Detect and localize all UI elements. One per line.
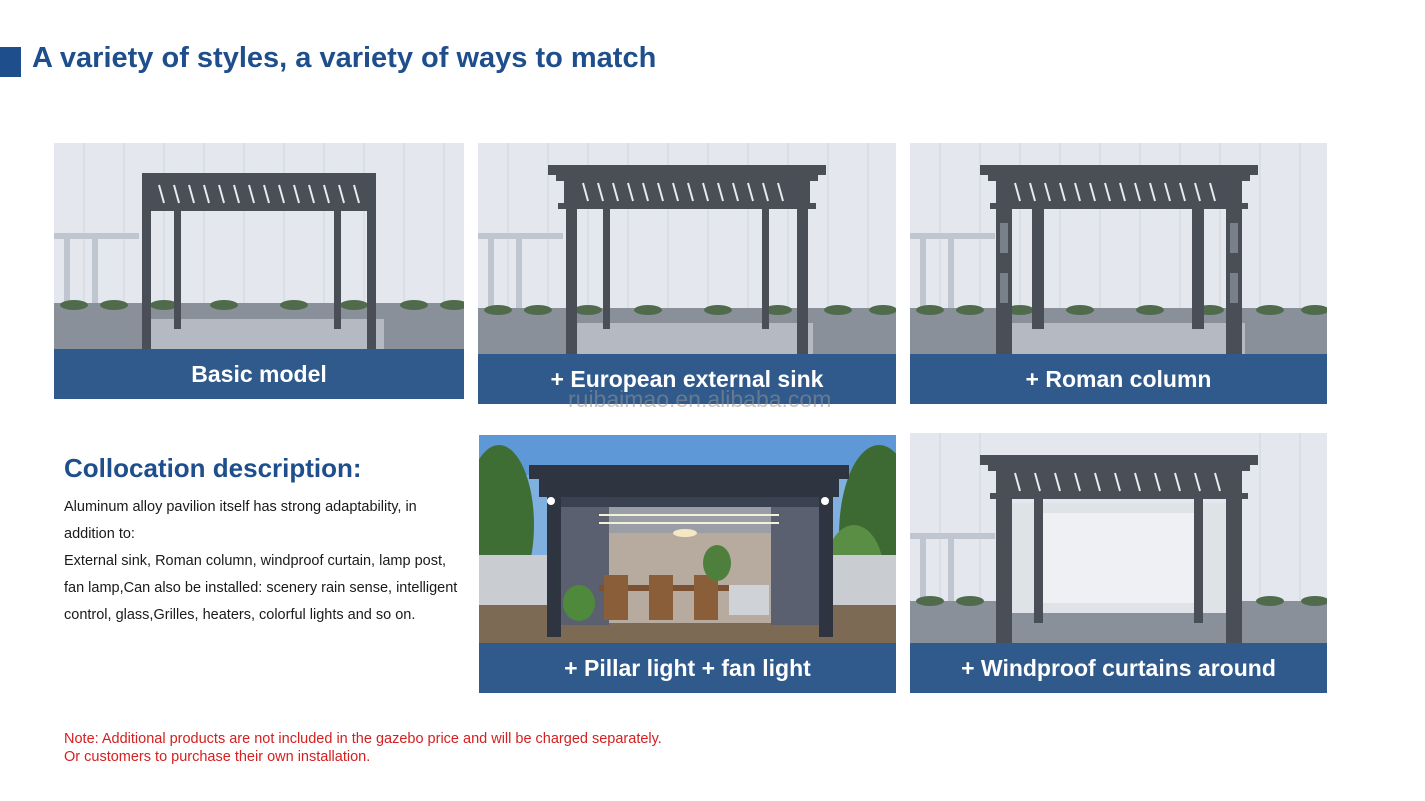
pergola-basic-image — [54, 143, 464, 349]
caption-pillar-fan-light: + Pillar light + fan light — [479, 643, 896, 693]
note-line-2: Or customers to purchase their own installation. — [64, 749, 371, 765]
price-note — [64, 730, 662, 766]
collocation-description — [64, 494, 469, 629]
style-card-roman-column — [910, 143, 1327, 404]
style-card-windproof-curtains — [910, 433, 1327, 693]
caption-basic-model: Basic model — [54, 349, 464, 399]
style-card-european-sink — [478, 143, 896, 404]
pergola-curtains-image — [910, 433, 1327, 643]
page-title: A variety of styles, a variety of ways to match — [32, 42, 657, 74]
watermark: ruibaimao.en.alibaba.com — [568, 386, 832, 412]
style-card-pillar-fan-light — [479, 435, 896, 693]
description-line-2: External sink, Roman column, windproof curtain, lamp post, fan lamp,Can also be installed: scenery rain sense, intelligent control, glass,Grilles, heaters, colorful lights and so on. — [64, 553, 458, 623]
collocation-title: Collocation description: — [64, 453, 362, 483]
caption-windproof-curtains: + Windproof curtains around — [910, 643, 1327, 693]
caption-roman-column: + Roman column — [910, 354, 1327, 404]
caption-european-sink: + European external sink — [478, 354, 896, 404]
pergola-roman-column-image — [910, 143, 1327, 354]
description-line-1: Aluminum alloy pavilion itself has strong adaptability, in addition to: — [64, 499, 417, 542]
note-line-1: Note: Additional products are not included in the gazebo price and will be charged separately. — [64, 731, 662, 747]
pergola-european-sink-image — [478, 143, 896, 354]
style-card-basic-model — [54, 143, 464, 399]
title-accent-bar — [0, 47, 21, 77]
pergola-lights-image — [479, 435, 896, 643]
